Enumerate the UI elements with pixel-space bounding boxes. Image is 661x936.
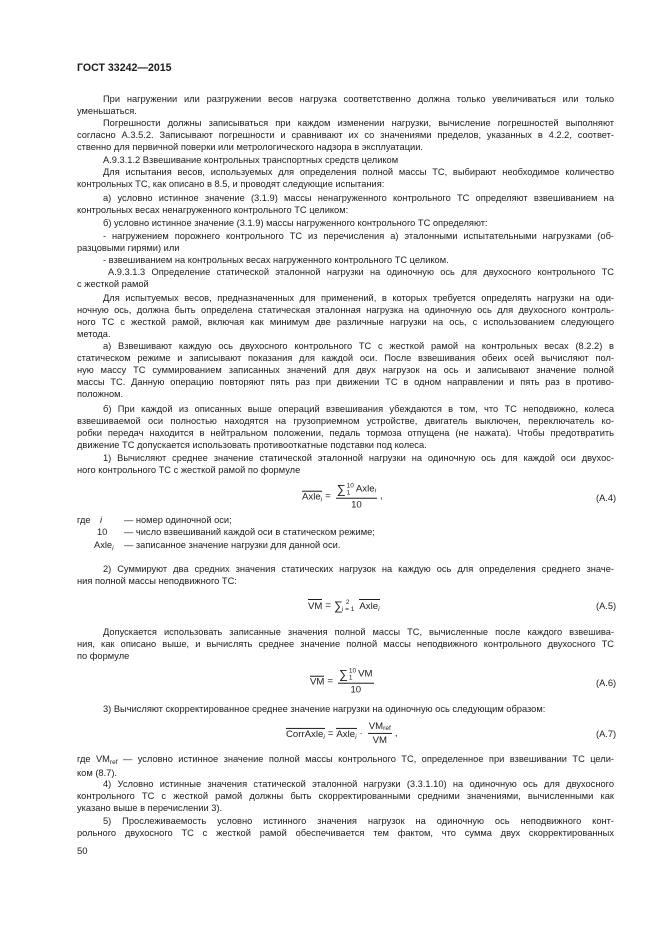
fraction-denominator: 10 [350, 684, 362, 696]
fraction [368, 722, 392, 746]
step-4-reference-values [77, 778, 614, 814]
sum-upper-limit: 10 [346, 482, 354, 490]
text-line: положном. [77, 389, 124, 399]
legend-description: — условно истинное значение полной массы контрольного ТС, определенное при взвешивании ТС цели- [117, 754, 614, 764]
sum-limits [349, 668, 356, 682]
text-line: При нагружении или разгружении весов нагрузка соответственно должна только увеличиваться или только [103, 94, 614, 104]
mean-axle-load-term [336, 727, 356, 740]
sum-lower-limit: 1 [348, 674, 353, 682]
text-line: ственно для первичной поверки или метрологического надзора в эксплуатации. [77, 142, 423, 152]
text-line: массы ТС. Данную операцию повторяют пять раз при движении ТС в одном направлении и пять раз в противо- [77, 377, 614, 387]
text-line: А.9.3.1.2 Взвешивание контрольных транспортных средств целиком [103, 155, 399, 165]
text-line: 4) Условно истинные значения статической эталонной нагрузки (3.3.1.10) на одиночную ось для двухосного [103, 779, 614, 789]
term-symbol: VM [368, 720, 384, 732]
sum-symbol: ∑ [336, 482, 346, 497]
sub-item-test-loads [77, 230, 614, 254]
term-symbol: CorrAxle [286, 728, 324, 740]
text-line: робки передач находится в нейтральном положении, педаль тормоза отпущена (не нажата). Чтобы предотвратить [77, 428, 614, 438]
term-symbol: Axle [359, 600, 379, 612]
sub-item-full-weighing [77, 254, 614, 266]
legend-symbol-subscript: ref [109, 759, 118, 766]
equals-sign: = [325, 491, 331, 503]
text-line: рольного двухосного ТС с жесткой рамой обеспечивается тем фактом, что сумма двух скорректированных [77, 828, 614, 838]
sum-limits [342, 599, 354, 613]
term-subscript: i [374, 487, 377, 495]
paragraph-error-recording [77, 117, 614, 153]
text-line: ную массу ТС суммированием записанных значений для двух нагрузок на ось и записывают значение полной [77, 365, 614, 375]
step-5-traceability [77, 815, 614, 839]
fraction-denominator: VM [372, 734, 387, 746]
text-line: 3) Вычисляют скорректированное среднее значение нагрузки на одиночную ось следующим образом: [103, 704, 546, 714]
text-line: ния полной массы неподвижного ТС: [77, 576, 237, 586]
formula-a7 [286, 722, 398, 746]
formula-legend-a7 [77, 753, 614, 779]
clause-heading-a9313 [77, 266, 614, 290]
clause-heading-a9312 [77, 154, 614, 166]
term-subscript: ref [383, 724, 391, 732]
formula-a4 [302, 483, 383, 512]
mean-total-mass-term: VM [310, 676, 325, 688]
text-line: по формуле [77, 651, 130, 661]
equals-sign: = [325, 600, 331, 612]
formula-number-a5: (А.5) [596, 601, 617, 611]
paragraph-axle-load-method [77, 292, 614, 340]
sum-symbol: ∑ [339, 667, 348, 682]
step-3-corrected-mean [77, 703, 614, 715]
formula-legend-a4 [77, 514, 614, 552]
text-line: ком (8.7). [77, 768, 118, 778]
fraction-denominator: 10 [351, 499, 362, 511]
fraction [336, 483, 377, 512]
text-line: Для испытания весов, используемых для определения полной массы ТС, выбирают необходимое количество [103, 167, 614, 177]
legend-symbol-group [94, 539, 114, 553]
text-line: ного контрольного ТС с жесткой рамой по формуле [77, 465, 301, 475]
paragraph-loading-direction [77, 93, 614, 117]
paragraph-alternative-total [77, 626, 614, 662]
legend-symbol: i [100, 515, 103, 525]
text-line: б) условно истинное значение (3.1.9) массы нагруженного контрольного ТС определяют: [103, 218, 488, 228]
legend-row [77, 514, 614, 526]
comma: , [394, 728, 398, 740]
sum-upper-limit: 2 [345, 599, 350, 606]
text-line: - нагружением порожнего контрольного ТС из перечисления а) эталонными испытательными нагрузками (об- [103, 231, 614, 241]
text-line: 1) Вычисляют среднее значение статической эталонной нагрузки на одиночную ось для каждой оси двухос- [103, 453, 614, 463]
mean-axle-load-term [302, 490, 322, 503]
text-line: контрольного ТС с жесткой рамой должны быть скорректированными средними значениями, вычисленными как [77, 791, 614, 801]
equals-sign: = [327, 676, 333, 688]
list-item-a-axle-weighing [77, 340, 614, 400]
text-line: 5) Прослеживаемость условно истинного значения нагрузок на одиночную ось неподвижного конт- [103, 816, 614, 826]
term-symbol: VM [358, 668, 373, 680]
fraction-numerator [338, 668, 374, 684]
mean-total-mass-term: VM [308, 600, 323, 612]
mean-axle-load-term [359, 599, 379, 612]
term-subscript: i [320, 496, 323, 504]
fraction [338, 668, 374, 697]
list-item-b-loaded [77, 217, 614, 229]
step-1-mean-axle-load [77, 452, 614, 476]
summation [337, 483, 354, 497]
text-line: ния, как описано выше, и вычислять среднее значение полной массы неподвижного контрольного двухосного ТС [77, 639, 614, 649]
text-line: Погрешности должны записываться при каждом изменении нагрузки, вычисление погрешностей выполняют [103, 118, 614, 128]
text-line: взвешиваемой оси полностью находятся на грузоприемном устройстве, двигатель выключен, переключатель ко- [77, 416, 614, 426]
sum-lower-limit: i = 1 [341, 606, 355, 613]
text-line: статическом режиме и записывают показания для каждой оси. После взвешивания обеих осей вычисляют пол- [77, 353, 614, 363]
step-2-sum-means [77, 563, 614, 587]
text-line: а) условно истинное значение (3.1.9) массы ненагруженного контрольного ТС определяют взвешиванием на [103, 193, 614, 203]
sum-lower-limit: 1 [346, 489, 351, 497]
text-line: Для испытуемых весов, предназначенных для применений, в которых требуется определять нагрузки на оди- [103, 293, 614, 303]
term-subscript: i [323, 733, 325, 741]
legend-description: — число взвешиваний каждой оси в статическом режиме; [124, 527, 375, 537]
formula-a6 [310, 668, 376, 697]
text-line: ночную ось, должна быть определена статическая эталонная нагрузка на одиночную ось для двухосного контроль- [77, 305, 614, 315]
legend-row [77, 539, 614, 551]
sum-upper-limit: 10 [348, 667, 357, 675]
text-line [77, 753, 614, 767]
text-line: Допускается использовать записанные значения полной массы ТС, вычисленные после каждого взвешива- [103, 627, 614, 637]
sum-limits [347, 483, 354, 497]
text-line: с жесткой рамой [77, 279, 149, 289]
legend-description: — номер одиночной оси; [124, 515, 232, 525]
term-symbol: Axle [302, 491, 321, 503]
legend-row [77, 526, 614, 538]
list-item-a-unloaded [77, 192, 614, 216]
term-subscript: i [355, 733, 357, 741]
term-subscript: i [378, 605, 380, 613]
list-item-b-stationary-check [77, 403, 614, 451]
paragraph-test-vehicles [77, 166, 614, 190]
text-line: контрольных ТС, как описано в 8.5, и проводят следующие испытания: [77, 179, 385, 189]
page-number: 50 [77, 846, 88, 857]
summation [334, 599, 354, 613]
formula-number-a6: (А.6) [596, 678, 617, 688]
text-line: б) При каждой из описанных выше операций взвешивания убеждаются в том, что ТС неподвижно, колеса [103, 404, 614, 414]
term-symbol: Axle [336, 728, 356, 740]
formula-a5 [308, 599, 380, 613]
text-line: А.9.3.1.3 Определение статической эталонной нагрузки на одиночную ось для двухосного контрольного ТС [108, 267, 614, 277]
comma: , [380, 491, 383, 503]
legend-symbol: 10 [97, 527, 108, 537]
legend-symbol-subscript: i [112, 545, 114, 552]
legend-where-word: где [77, 515, 91, 525]
term-symbol: Axle [355, 483, 375, 495]
formula-number-a7: (А.7) [596, 729, 617, 739]
text-line: - взвешиванием на контрольных весах нагруженного контрольного ТС целиком. [103, 255, 449, 265]
fraction-numerator [368, 722, 392, 734]
legend-description: — записанное значение нагрузки для данной оси. [124, 540, 341, 550]
legend-symbol: Axle [94, 540, 113, 550]
sum-symbol: ∑ [334, 598, 343, 613]
text-line: а) Взвешивают каждую ось двухосного контрольного ТС с жесткой рамой на контрольных весах (8.2.2) в [103, 341, 614, 351]
text-line: согласно А.3.5.2. Записывают погрешности и сравнивают их со значениями пределов, указанных в 4.2.2, соответ- [77, 130, 614, 140]
fraction-numerator [336, 483, 377, 499]
text-line: уменьшаться. [77, 106, 137, 116]
text-line: движение ТС допускается использовать противооткатные подставки под колеса. [77, 440, 427, 450]
text-line: контрольных весах ненагруженного контрольного ТС целиком: [77, 205, 349, 215]
text-line: разцовыми гирями) или [77, 243, 180, 253]
legend-symbol: где VM [77, 754, 110, 764]
text-line: указано выше в перечислении 3). [77, 803, 223, 813]
text-line: ного ТС с жесткой рамой, включая как минимум две различные нагрузки на ось, с использованием следующего [77, 317, 614, 327]
formula-number-a4: (А.4) [596, 493, 617, 503]
text-line: 2) Суммируют два средних значения статических нагрузок на каждую ось для определения среднего значе- [103, 564, 614, 574]
corrected-axle-load-term [286, 727, 325, 740]
equals-sign: = [327, 728, 334, 740]
multiplication-dot: · [359, 728, 363, 740]
text-line: метода. [77, 329, 111, 339]
summation [339, 668, 356, 682]
standard-designation: ГОСТ 33242—2015 [77, 62, 172, 74]
